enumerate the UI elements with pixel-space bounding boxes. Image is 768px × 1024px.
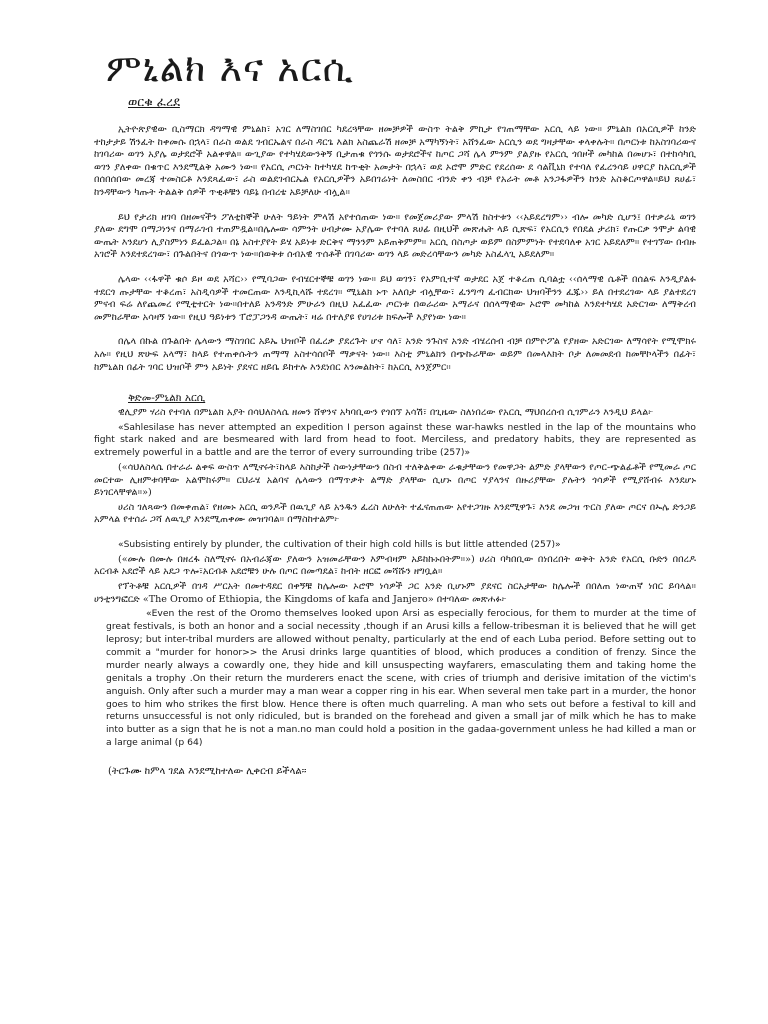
quote-2-amharic: («ሙሉ በሙሉ በዘረፋ ስለሚኖሩ በአብራጃው ያለውን አዝመራቸውን እምብዛም አይከኩኑበትም።») ሀሪስ ባካበቢው በነበረበት ወቅት አንድ የአርሲ ቡድን በበረዶ አርብቶ አደሮች ላይ አደጋ ጥሎ፣አርብቶ አደሮቹን ሁሉ በጦር በመጣደል፣ ከብት ዘርፎ መሻሹን ዘግቧል። [94, 553, 696, 578]
paragraph-1: ኢትዮጵያዊው ቢስማርክ ዳግማዊ ምኒልክ፣ አገር ለማስገበር ካደረጓቸው ዘመቻዎች ውስጥ ትልቅ ምኪታ የገጠማቸው አርሲ ላይ ነው። ምኒልክ በአርሲዎች ከንድ ተከታታይ ሽንፈት ከቀመሱ በኋላ፣ በራስ ወልደ ገብርኤልና በራስ ዳርጌ እልክ አስጨራሽ ዘመቻ አማካኝነት፣ አሸንፈው አርሲን ወደ ግዛታቸው ቀላቀሉት። በጦርነቱ ከአስገባሪውና ከገባሪው ወገን አያሌ ወታደሮች አልቀዋል። ውጊያው የተካሄደውንቅኝ ቢታጠቁ የጎንሱ ወታደሮችና ከጦር ጋሻ ሌላ ምንም ያልያዙ የአርሲ ጎበዞች መካከል በመሆኑ፣ በተከሳካቢ ወገን ያለቀው በቁጥር እንደሚልቅ አሙን ነው። የአርሲ ጦርነት ከተካሄደ ከጥቂት አመታት በኋላ፣ ወደ ኦሮሞ ምድር የደረሰው ደ ሳልቪኒክ የተባለ የፈረንሳይ ሀዋርያ ከአርሲዎች በሰበሰበው መረጃ ተመስርቶ እንደጻፈው፣ ራስ ወልደገብርኤል የአርሲዎችን አይበገሬነት ለመስበር ብንድ ቀን ብቻ የአራት መቶ አንጋፋዎችን ከንድ አስቆርጦዋል።ይህ ጸሀፊ፣ ከንዳቸውን ካጡት ትልልቅ ሰዎች ጥቂቶቹን ባይኔ በብረቴ አይቻለሁ ብሏል። [94, 124, 697, 198]
document-title: ምኒልክ እና አርሲ [106, 46, 354, 90]
section-heading: ቅድመ-ምኒልክ አርሲ [128, 392, 206, 405]
paragraph-2: ይህ የታሪክ ዘገባ በዘመናችን ፖለቲከኞች ሁለት ዓይነት ምላሽ አየተሰጠው ነው። የመጀመሪያው ምላሽ ከስተቱን ‹‹አይደረግም›› ብሎ መካድ ሲሆን፤ በተቃራኒ ወገን ያለው ደግሞ በማጋነንና በማራገብ ተጠምዷል።በሌሎው ሳምንት ሀብታሙ አያሌው የተባለ ጸሀፊ በዚህች መጽሔት ላይ ሲጽፍ፣ የአርሲን የበደል ታሪክ፣ የጡርቃ ንሞታ ልባዊ ውጤት እንደሆነ ሊያስምነን ይፈልጋል። በኔ አስተያየት ይሄ አይነቱ ድርቅና ማንንም አይጠቅምም። አርሲ በስጦታ ወይም በስምምነት የተደባለቀ አገር አይደለም። የተገኘው በብዙ አገሮች እንደተደረገው፣ በጉልበትና በጎውጥ ነው።በወቅቱ ሰብአዊ ጥሰቶች በገባሪው ወገን ላይ መድረሳቸውን መካድ አስፈላጊ አይደለም። [94, 211, 697, 261]
quote-3-english: «Even the rest of the Oromo themselves looked upon Arsi as especially ferocious, for them to murder at the time of great festivals, is both an honor and a social necessity ,though if an Arusi kills a fellow-tribesman it is believed that he will get leprosy; but inter-tribal murders are allowed without penalty, particularly at the end of each Luba period. Before setting out to commit a "murder for honor>> the Arusi drinks large quantities of blood, which produces a condition of frenzy. Since the murder nearly always a cowardly one, they hide and kill unsuspecting wayfarers, emasculating them and taking home the genitals a trophy .On their return the murderers enact the scene, with cries of triumph and derisive imitation of the victim's anguish. Only after such a murder may a man wear a copper ring in his ear. When several men take part in a murder, the honor goes to him who strikes the first blow. Hence there is often much quarreling. A man who sets out before a festival to kill and returns unsuccessful is not only ridiculed, but is branded on the forehead and given a small jar of milk which he has to make into butter as a sign that he is not a man.no man could hold a position in the gadaa-government unless he had killed a man or a large animal (p 64) [106, 608, 696, 749]
section-intro: ዊሊያም ሃሪስ የተባለ በምኒልክ አያት በሳህለስላሴ ዘመን ሸዋንና አካባቢውን የጎበኘ አሳሽ፣ በጊዜው ስለነበረው የአርሲ ማህበረሰብ ሲገምራን እንዲህ ይላል፦ [118, 407, 654, 419]
paragraph-3: ሌላው ‹‹ፋዋች ቁሶ ይዞ ወደ አሻር›› የሚባጋው የብሄርተኞቹ ወገን ነው። ይህ ወገን፣ የአምቢተኛ ወታደር አጀ ተቆረጠ ሲባልቷ ‹‹ሰላማዊ ሴቶች በሰልፍ እንዲያልፉ ተደርጎ ጡታቸው ተቆረጠ፣ አስዲሳዎች ተመርጠው እንዲኪላሹ ተደረገ። ሚኒልክ ኑጥ አለበታ ብሏቸው፣ ፈንግጣ ፈብርክው ህዝባችንን ፈጁ›› ይለ በተደረገው ላይ ያልተደረገ ምናብ ፍሬ ለየጨመረ የሚቲተርት ነው።በተለይ አንዳንድ ምሁራን በዚህ አፈፈው ጦርነቱ በወራሪው አማራና በሰላማዊው ኦሮሞ መካከል እንደተካሄደ አድርገው ለማቅረብ መምከራቸው አሳዛኝ ነው። የዚህ ዓይነቱን ፐሮፓጋንዳ ውጤት፣ ዛሬ በተለያዩ የሀገሪቱ ክፍሎች እያየነው ነው። [94, 273, 696, 323]
author-byline: ወርቁ ፈረደ [128, 94, 180, 109]
quote-1-amharic: («ሳህለስላሴ በተራራ ልቀፍ ውስጥ ለሚኖሩት፣ከላይ እስከታች ስውነታቸውን በስብ ተለቅልቀው ራቁታቸውን የመዋጋት ልምድ ያላቸውን የጦር-ጭልፊቶች የሚመራ ጦር መርተው ሊዘምቱባቸው አልሞከሩም። ርህራሄ አልባና ሌላውን በማጥቃት ልማድ ያላቸው ሲሆኑ በጦር ሃያላንና በዙሪያቸው ያሉትን ጎሳዎች የሚያሸብሩ እንደሆኑ ይነገርላቸዋል።») [94, 462, 696, 499]
closing-line: (ትርጉሙ ከምላ ገደል እንደሚከተለው ሊቀርብ ይችላል። [108, 766, 307, 778]
quote-2-english: «Subsisting entirely by plunder, the cultivation of their high cold hills is but little attended (257)» [118, 540, 561, 551]
quote-1-after: ሀሪስ ገለጻውን በመቀጠል፣ የዘመኑ አርሲ ወንዶች በዉጊያ ላይ አንዱን ፈረስ ለሁለት ተፈናጠጠው አየተጋገዙ እንደሚዋጉ፣ እንደ መጋዝ ጥርስ ያለው ጦርና በኡሌ ድንጋይ አምላል የተሰራ ጋሻ ለዉጊያ እንደሚጠቀሙ መዝገባል። በማስከተልም፦ [94, 501, 696, 526]
paragraph-4: በሌላ በኩል በጉልበት ሌላውን ማስገበር አይኤ ህዝቦች በፈረቃ ያደረጉት ሆኖ ሳለ፣ አንድ ንጉስና አንድ ብሄረሰብ ብቻ በምዮፖል የያዘው አድርገው ለማሳየት የሚሞክሩ አሉ። የዚህ ጽሁፍ አላማ፣ ከላይ የተጠቀሱትን ጠማማ አስተሳሰቦች ማቃናት ነው። እስቲ ምኒልክን በጭኩራቸው ወይም በመላእክት ቦታ ለመመደብ ከመቸኮላችን በፊት፣ ከምኒልክ በፊት ገባር ህዝቦች ምን አይነት ያደናር ዘይቤ ይከተሉ እንደነበር እንመልከት፣ ከአርሲ እንጀምር። [94, 336, 696, 373]
quote-1-english: «Sahlesilase has never attempted an expedition I person against these war-hawks nestled in the lap of the mountains who fight stark naked and are besmeared with lard from head to foot. Merciless, and predatory habits, they are represented as extremely powerful in a battle and are the terror of every surrounding tribe (257)» [94, 422, 696, 459]
paragraph-oromo: የፕትቶቹ አርሲዎች በገዳ ሥርአት በመተዳደር በቀኝቹ ከሌሎው ኦሮሞ ነሳዎች ጋር አንድ ቢሆኑም ያደናር ስርአታቸው ከሌሎች በበለጠ ነውጠኛ ነበር ይባላል። ሀንቲንግፎርድ «The Oromo of Ethiopia, the Kingdoms of kafa and Janjero» በተባለው መጽሐፉ፦ [94, 581, 696, 605]
